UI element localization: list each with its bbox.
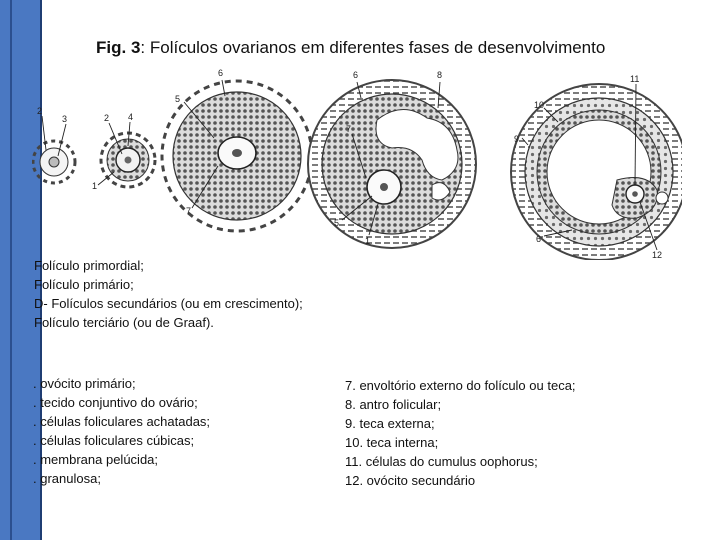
secondary-follicle-early — [162, 81, 312, 231]
legend-item: 8. antro folicular; — [345, 397, 442, 412]
label-9: 9 — [514, 134, 520, 144]
stage-item: Folículo primordial; — [34, 258, 144, 273]
label-7a: 7 — [186, 206, 192, 216]
legend-item: 12. ovócito secundário — [345, 473, 476, 488]
label-10: 10 — [534, 100, 545, 110]
label-5b: 5 — [334, 218, 340, 228]
label-1b: 1 — [365, 236, 371, 246]
legend-item: . membrana pelúcida; — [33, 452, 159, 467]
structure-legend-left — [33, 374, 313, 488]
legend-item: . granulosa; — [33, 471, 101, 486]
figure-title — [96, 38, 605, 58]
figure-caption: : Folículos ovarianos em diferentes fases de desenvolvimento — [140, 38, 606, 57]
figure-number: Fig. 3 — [96, 38, 141, 57]
stage-legend — [34, 256, 364, 332]
legend-item: 10. teca interna; — [345, 435, 439, 450]
legend-item: . células foliculares achatadas; — [33, 414, 211, 429]
stage-item: Folículo terciário (ou de Graaf). — [34, 315, 214, 330]
legend-item: 7. envoltório externo do folículo ou teca; — [345, 378, 576, 393]
label-3: 3 — [62, 114, 68, 124]
primordial-follicle — [33, 141, 75, 183]
stage-item: Folículo primário; — [34, 277, 134, 292]
legend-item: 11. células do cumulus oophorus; — [345, 454, 538, 469]
label-11: 11 — [630, 74, 640, 84]
legend-item: . células foliculares cúbicas; — [33, 433, 195, 448]
label-12: 12 — [652, 250, 663, 260]
follicle-illustration — [32, 60, 682, 260]
structure-legend-right — [345, 376, 685, 490]
label-1a: 1 — [92, 181, 98, 191]
label-6a: 6 — [218, 68, 224, 78]
stage-item: D- Folículos secundários (ou em crescimento); — [34, 296, 303, 311]
label-4: 4 — [128, 112, 134, 122]
legend-item: 9. teca externa; — [345, 416, 435, 431]
legend-item: . ovócito primário; — [33, 376, 136, 391]
label-5a: 5 — [175, 94, 181, 104]
label-2a: 2 — [37, 106, 43, 116]
label-7b: 7 — [346, 124, 352, 134]
label-6b: 6 — [353, 70, 359, 80]
label-2b: 2 — [104, 113, 110, 123]
label-6c: 6 — [536, 234, 542, 244]
legend-item: . tecido conjuntivo do ovário; — [33, 395, 198, 410]
label-8: 8 — [437, 70, 443, 80]
